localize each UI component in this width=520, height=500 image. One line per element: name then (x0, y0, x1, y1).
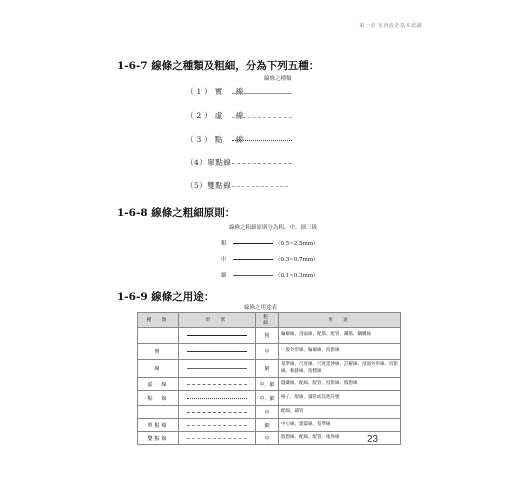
weight-value-medium: （0.3~0.7mm） (275, 257, 319, 263)
type-cell-line: 線 (138, 360, 179, 378)
use-cell: 假想線、配線、配管、地界線 (279, 432, 401, 445)
weight-row-thin (221, 271, 319, 279)
weight-cell: 細 (256, 419, 279, 432)
table-header-row (138, 313, 401, 328)
use-cell: 輪廓線、剖面線、配筋、配管、鋼筋、鋼構線 (279, 328, 401, 344)
line-type-label-solid: （1）實 線 (186, 87, 247, 96)
table-row (138, 360, 401, 378)
thin-line-sample (233, 275, 273, 276)
usage-table-caption: 線條之用途表 (244, 305, 278, 311)
header-type: 種 類 (138, 313, 179, 328)
solid-thin-shape (187, 368, 247, 369)
shape-cell (179, 360, 256, 378)
line-type-label-double-chain: （5）雙點線 (186, 181, 232, 190)
page-number: 23 (367, 434, 379, 445)
chain-thin-shape (187, 425, 247, 426)
table-row (138, 419, 401, 432)
weight-cell: 中 (256, 406, 279, 419)
weight-cell: 中 (256, 344, 279, 360)
double-chain-line-sample (232, 186, 288, 187)
table-row (138, 344, 401, 360)
type-cell-solid: 實 (138, 344, 179, 360)
weight-label-medium: 中 (221, 257, 227, 263)
shape-cell (179, 432, 256, 445)
thick-line-sample (233, 243, 273, 244)
weight-cell: 粗 (256, 328, 279, 344)
medium-line-sample (233, 259, 273, 260)
use-cell: 隱藏線、配線、配管、投影線、假想線 (279, 378, 401, 391)
running-header: 第一章 室內設計基本認識 (359, 23, 422, 29)
header-weight: 粗 細 (256, 313, 279, 328)
dashed-shape (187, 384, 247, 385)
shape-cell (179, 406, 256, 419)
solid-line-sample (232, 93, 292, 94)
section-title-line-usage: 1-6-9 線條之用途： (117, 291, 215, 303)
solid-medium-shape (187, 351, 247, 352)
line-usage-table (137, 312, 401, 445)
header-shape: 形 狀 (179, 313, 256, 328)
section-title-line-types: 1-6-7 線條之種類及粗細，分為下列五種： (117, 60, 320, 72)
type-cell-chain: 單點線 (138, 419, 179, 432)
shape-cell (179, 344, 256, 360)
weight-cell: 中、細 (256, 378, 279, 391)
shape-cell (179, 378, 256, 391)
type-cell-dashed: 虛 線 (138, 378, 179, 391)
weight-row-medium (221, 255, 319, 263)
use-cell: 一般外形線、輪廓線、投影線 (279, 344, 401, 360)
use-cell: 基準線、尺度線、尺度延伸線、註解線、剖面外形線、投影線、軌跡線、指標線 (279, 360, 401, 378)
line-type-label-dashed: （2）虛 線 (186, 111, 247, 120)
use-cell: 中心線、建築線、基準線 (279, 419, 401, 432)
type-cell-dotted: 點 線 (138, 391, 179, 406)
dotted-line-sample (232, 140, 292, 141)
line-types-caption: 線條之種類 (264, 76, 292, 82)
weight-label-thick: 粗 (221, 241, 227, 247)
type-cell-double-chain: 雙點線 (138, 432, 179, 445)
weight-cell: 細 (256, 360, 279, 378)
double-chain-shape (187, 438, 247, 439)
line-type-label-chain: （4）單點線 (186, 158, 232, 167)
weight-value-thin: （0.1~0.3mm） (275, 273, 319, 279)
table-row (138, 378, 401, 391)
dashed-line-sample (232, 117, 292, 118)
shape-cell (179, 391, 256, 406)
chain-medium-shape (187, 412, 247, 413)
chain-line-sample (232, 163, 292, 164)
use-cell: 配線、鋪管 (279, 406, 401, 419)
weight-value-thick: （0.5~2.5mm） (275, 241, 319, 247)
line-weights-caption: 線條之粗細原則分為粗、中、細三級 (229, 225, 318, 231)
weight-label-thin: 細 (221, 273, 227, 279)
table-row (138, 391, 401, 406)
weight-cell: 中、細 (256, 391, 279, 406)
table-row (138, 328, 401, 344)
dotted-shape (187, 398, 247, 399)
table-row (138, 406, 401, 419)
type-cell-chain-top (138, 406, 179, 419)
line-type-label-dotted: （3）點 線 (186, 135, 247, 144)
weight-cell: 中 (256, 432, 279, 445)
use-cell: 格子、配線、鋪管或其他符號 (279, 391, 401, 406)
table-row (138, 432, 401, 445)
solid-thick-shape (187, 335, 247, 336)
shape-cell (179, 328, 256, 344)
header-use: 用 途 (279, 313, 401, 328)
weight-row-thick (221, 239, 319, 247)
section-title-line-weights: 1-6-8 線條之粗細原則： (117, 207, 236, 219)
type-cell-solid-top (138, 328, 179, 344)
shape-cell (179, 419, 256, 432)
